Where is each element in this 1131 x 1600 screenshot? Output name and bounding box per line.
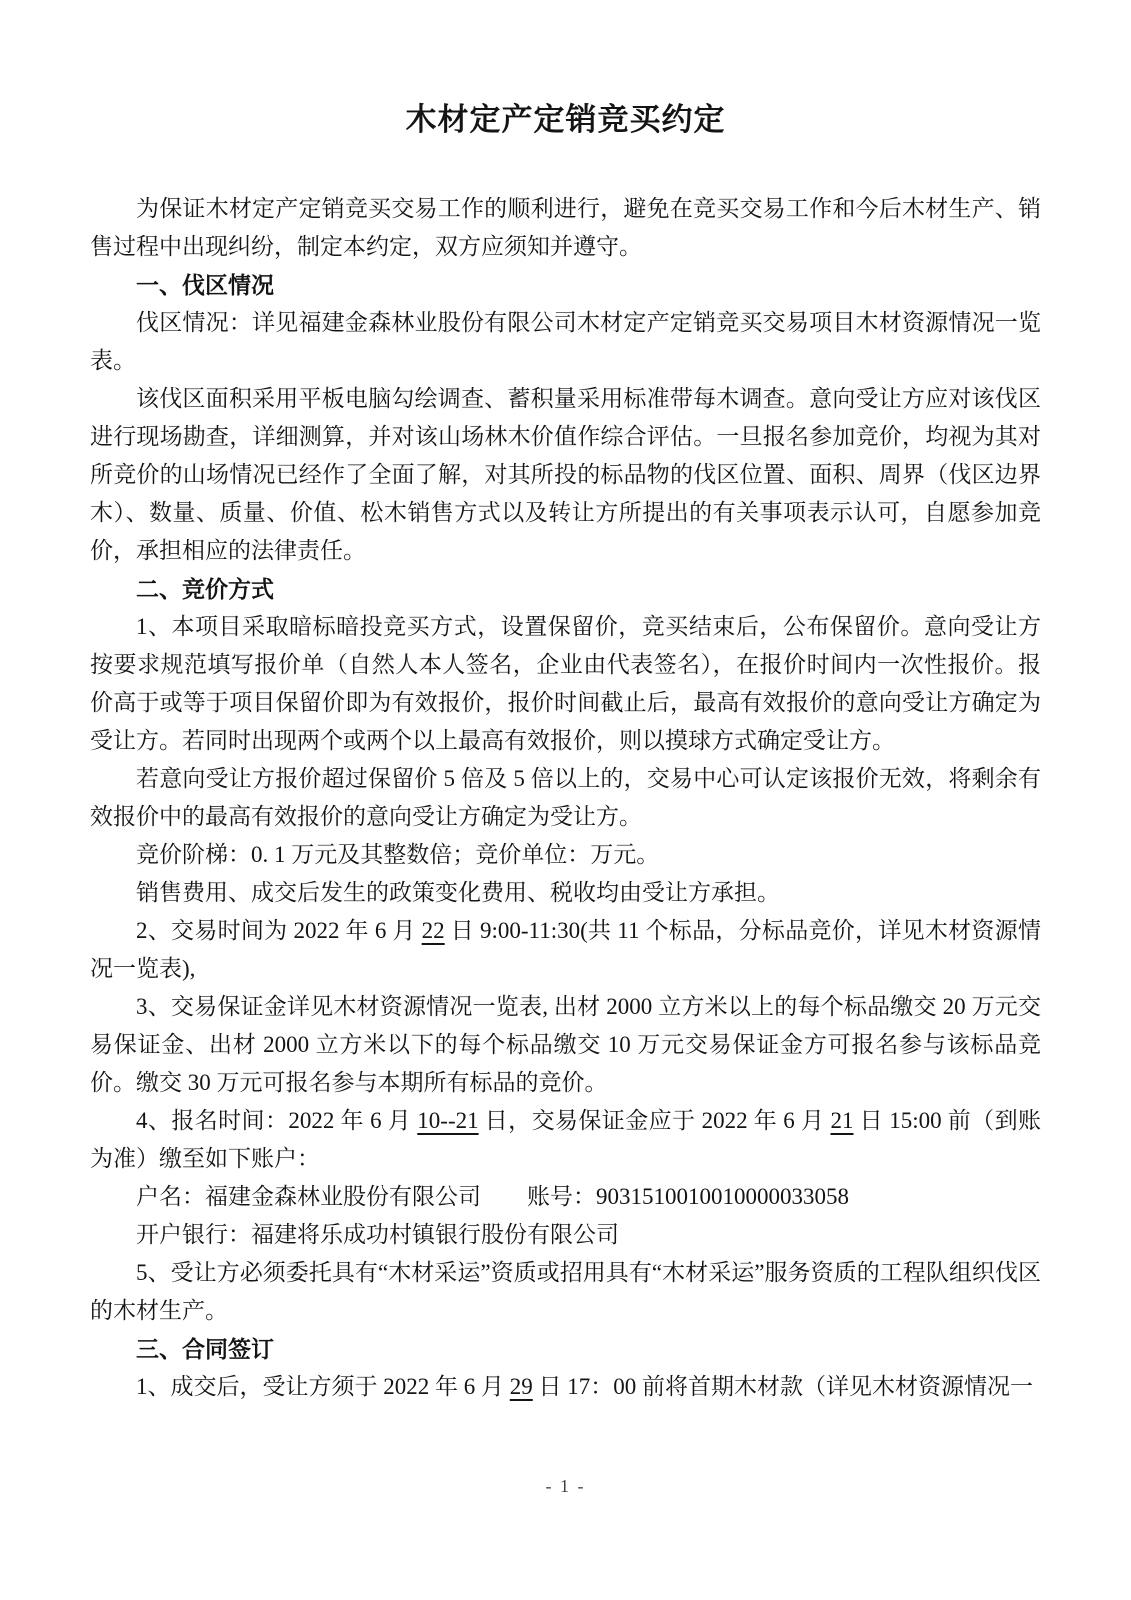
page-number: - 1 - xyxy=(545,1476,586,1496)
underlined-text: 10--21 xyxy=(417,1108,479,1133)
text-segment: 日 17：00 前将首期木材款（详见木材资源情况一 xyxy=(532,1374,1033,1399)
text-segment: 三、合同签订 xyxy=(136,1336,274,1362)
underlined-text: 22 xyxy=(421,918,445,943)
text-segment: 若意向受让方报价超过保留价 5 倍及 5 倍以上的，交易中心可认定该报价无效，将剩余有效报价中的最高有效报价的意向受让方确定为受让方。 xyxy=(90,766,1041,829)
text-segment: 1、本项目采取暗标暗投竞买方式，设置保留价，竞买结束后，公布保留价。意向受让方按要求规范填写报价单（自然人本人签名，企业由代表签名），在报价时间内一次性报价。报价高于或等于项目保留价即为有效报价，报价时间截止后，最高有效报价的意向受让方确定为受让方。若同时出现两个或两个以上最高有效报价，则以摸球方式确定受让方。 xyxy=(90,614,1041,753)
paragraph xyxy=(90,1102,1041,1178)
underlined-text: 29 xyxy=(509,1374,533,1399)
section-heading xyxy=(90,1330,1041,1368)
paragraph xyxy=(90,760,1041,836)
paragraph xyxy=(90,988,1041,1102)
text-segment: 销售费用、成交后发生的政策变化费用、税收均由受让方承担。 xyxy=(136,880,780,905)
paragraph xyxy=(90,380,1041,570)
section-heading xyxy=(90,266,1041,304)
paragraph xyxy=(90,190,1041,266)
paragraph xyxy=(90,874,1041,912)
paragraph xyxy=(90,1178,1041,1216)
section-heading xyxy=(90,570,1041,608)
text-segment: 一、伐区情况 xyxy=(136,272,274,298)
paragraph xyxy=(90,1254,1041,1330)
text-segment: 3、交易保证金详见木材资源情况一览表, 出材 2000 立方米以上的每个标品缴交 20 万元交易保证金、出材 2000 立方米以下的每个标品缴交 10 万元交易保证金方可报名参与该标品竞价。缴交 30 万元可报名参与本期所有标品的竞价。 xyxy=(90,994,1041,1095)
text-segment: 竞价阶梯：0. 1 万元及其整数倍；竞价单位：万元。 xyxy=(136,842,660,867)
underlined-text: 21 xyxy=(830,1108,854,1133)
text-segment: 1、成交后，受让方须于 2022 年 6 月 xyxy=(136,1374,510,1399)
text-segment: 伐区情况：详见福建金森林业股份有限公司木材定产定销竞买交易项目木材资源情况一览表。 xyxy=(90,310,1041,373)
paragraph xyxy=(90,1368,1041,1406)
text-segment: 为保证木材定产定销竞买交易工作的顺利进行，避免在竞买交易工作和今后木材生产、销售过程中出现纠纷，制定本约定，双方应须知并遵守。 xyxy=(90,196,1041,259)
text-segment: 2、交易时间为 2022 年 6 月 xyxy=(136,918,422,943)
text-segment: 二、竞价方式 xyxy=(136,576,274,602)
text-segment: 日 15:00 前（到账为准）缴至如下账户： xyxy=(90,1108,1041,1171)
text-segment: 日，交易保证金应于 2022 年 6 月 xyxy=(478,1108,831,1133)
text-segment: 5、受让方必须委托具有“木材采运”资质或招用具有“木材采运”服务资质的工程队组织伐区的木材生产。 xyxy=(90,1260,1041,1323)
paragraph xyxy=(90,836,1041,874)
text-segment: 开户银行：福建将乐成功村镇银行股份有限公司 xyxy=(136,1222,619,1247)
paragraph xyxy=(90,608,1041,760)
paragraph xyxy=(90,304,1041,380)
paragraph xyxy=(90,912,1041,988)
text-segment: 4、报名时间：2022 年 6 月 xyxy=(136,1108,418,1133)
text-segment: 该伐区面积采用平板电脑勾绘调查、蓄积量采用标准带每木调查。意向受让方应对该伐区进行现场勘查，详细测算，并对该山场林木价值作综合评估。一旦报名参加竞价，均视为其对所竞价的山场情况已经作了全面了解，对其所投的标品物的伐区位置、面积、周界（伐区边界木）、数量、质量、价值、松木销售方式以及转让方所提出的有关事项表示认可，自愿参加竞价，承担相应的法律责任。 xyxy=(90,386,1041,563)
document-body xyxy=(90,190,1041,1406)
paragraph xyxy=(90,1216,1041,1254)
text-segment: 日 9:00-11:30(共 11 个标品，分标品竞价，详见木材资源情况一览表), xyxy=(90,918,1041,981)
document-title: 木材定产定销竞买约定 xyxy=(405,102,726,137)
text-segment: 户名：福建金森林业股份有限公司 账号：9031510010010000033058 xyxy=(136,1184,849,1209)
